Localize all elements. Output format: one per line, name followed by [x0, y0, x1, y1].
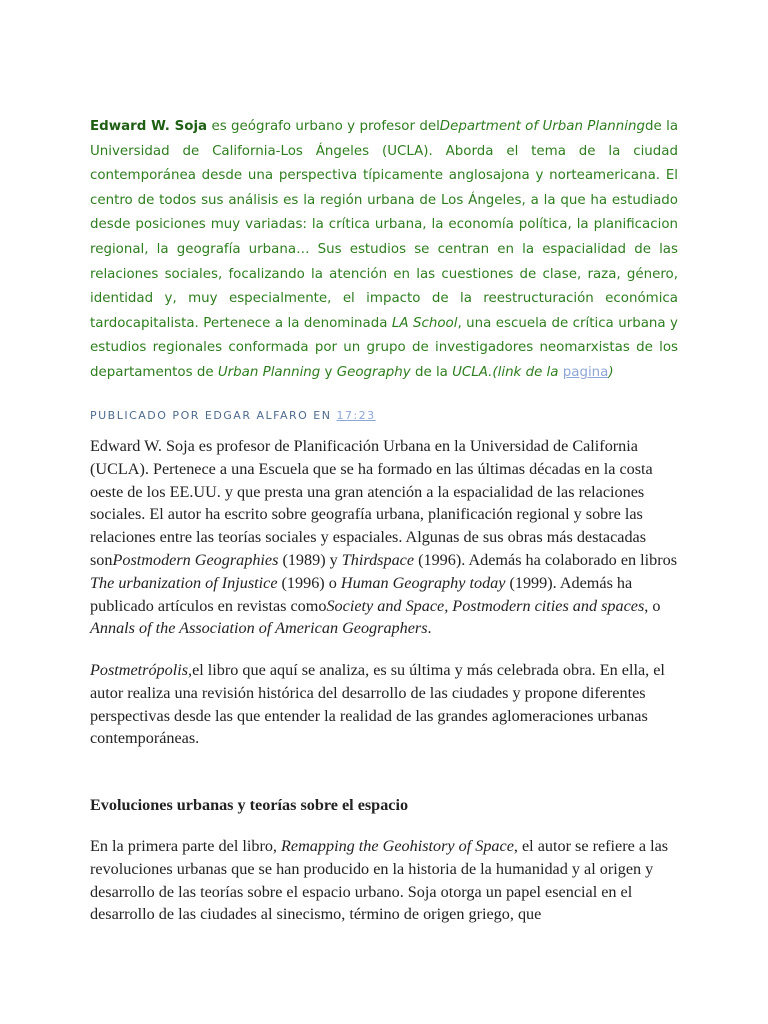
p1-text: , o	[644, 596, 661, 615]
p3-text: En la primera parte del libro,	[90, 837, 282, 855]
ucla-link-text: UCLA.(link de la	[452, 364, 563, 380]
book-title: Postmodern Geographies	[112, 550, 279, 569]
post-byline	[90, 409, 376, 422]
la-school-name: LA School	[391, 315, 458, 331]
body-paragraph-3	[90, 835, 680, 926]
p1-text: (1989) y	[278, 550, 342, 569]
p1-text: Edward W. Soja es profesor de Planificación Urbana en la Universidad de California (UCLA). Pertenece a una Escuela que se ha formado en las últimas décadas en la costa oeste de los EE.UU. y que presta una gran atención a la espacialidad de las relaciones sociales. El autor ha escrito sobre geografía urbana, planificación regional y sobre las relaciones entre las teorías sociales y espaciales. Algunas de sus obras más destacadas son	[90, 437, 653, 569]
intro-text: , una escuela de crítica urbana y estudios regionales conformada por un grupo de investigadores neomarxistas de los departamentos de	[90, 315, 678, 380]
intro-text: es geógrafo urbano y profesor del	[207, 119, 440, 134]
author-intro-paragraph	[90, 115, 678, 386]
intro-close-paren: )	[608, 364, 614, 380]
book-title: Human Geography today	[340, 573, 506, 592]
geography-name: Geography	[336, 364, 411, 380]
book-title: Postmetrópolis,	[90, 661, 193, 679]
p1-text: .	[427, 619, 432, 638]
post-time-link[interactable]: 17:23	[336, 409, 376, 422]
part-title: Remapping the Geohistory of Space	[281, 837, 514, 855]
journal-title: Annals of the Association of American Geographers	[90, 619, 428, 638]
body-paragraph-1	[90, 435, 680, 640]
book-title: The urbanization of Injustice	[90, 573, 278, 592]
p2-text: el libro que aquí se analiza, es su última y más celebrada obra. En ella, el autor realiza una revisión histórica del desarrollo de las ciudades y propone diferentes perspectivas desde las que entender la realidad de las grandes aglomeraciones urbanas contemporáneas.	[90, 661, 665, 748]
p3-text: , el autor se refiere a las revoluciones urbanas que se han producido en la historia de la humanidad y al origen y desarrollo de las teorías sobre el espacio urbano. Soja otorga un papel esencial en el desarrollo de las ciudades al sinecismo, término de origen griego, que	[90, 837, 669, 924]
byline-prefix: PUBLICADO POR EDGAR ALFARO EN	[90, 409, 337, 422]
intro-text: de la	[410, 364, 453, 380]
intro-text: y	[320, 364, 337, 380]
urban-planning-name: Urban Planning	[217, 364, 321, 380]
journal-title: Society and Space, Postmodern cities and spaces	[326, 596, 645, 615]
p1-text: (1996) o	[277, 573, 341, 592]
p1-text: (1999). Además ha publicado artículos en revistas como	[90, 573, 633, 615]
author-name: Edward W. Soja	[90, 119, 208, 134]
body-paragraph-2	[90, 659, 680, 750]
section-heading: Evoluciones urbanas y teorías sobre el espacio	[90, 796, 409, 814]
p1-text: (1996). Además ha colaborado en libros	[414, 550, 678, 569]
intro-text: de la Universidad de California-Los Ángeles (UCLA). Aborda el tema de la ciudad contemporánea desde una perspectiva típicamente anglosajona y norteamericana. El centro de todos sus análisis es la región urbana de Los Ángeles, a la que ha estudiado desde posiciones muy variadas: la crítica urbana, la economía política, la planificacion regional, la geografía urbana… Sus estudios se centran en la espacialidad de las relaciones sociales, focalizando la atención en las cuestiones de clase, raza, género, identidad y, muy especialmente, el impacto de la reestructuración económica tardocapitalista. Pertenece a la denominada	[90, 119, 679, 331]
book-title: Thirdspace	[341, 550, 415, 569]
department-name: Department of Urban Planning	[439, 119, 645, 134]
pagina-link[interactable]: pagina	[562, 364, 609, 380]
